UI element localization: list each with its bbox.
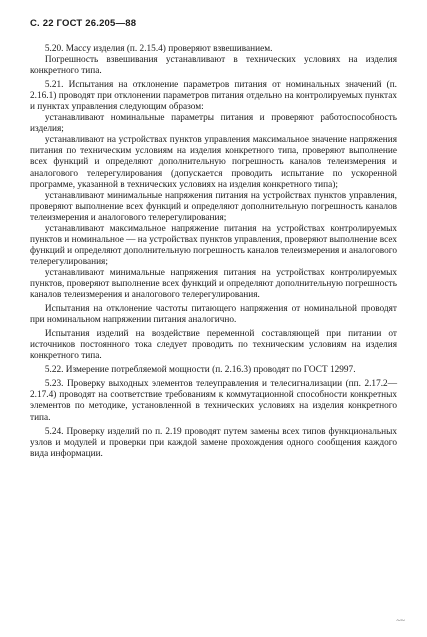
list-item: устанавливают на устройствах пунктов управления максимальное значение напряжения питания по техническим условиям на изделия конкретного типа, проверяют выполнение всех функций и определяют дополнительную погрешность каналов телеизмерения и аналогового телерегулирования (допускается проводить испытание по ускоренной программе, указанной в технических условиях на изделия конкретного типа); [30,135,397,190]
paragraph-5-23: 5.23. Проверку выходных элементов телеуправления и телесигнализации (пп. 2.17.2—2.17.4) проводят на соответствие требованиям к коммутационной способности конкретных элементов по методике, установленной в технических условиях на изделия конкретного типа. [30,379,397,423]
paragraph: Испытания на отклонение частоты питающего напряжения от номинальной проводят при номинальном напряжении питания аналогично. [30,304,397,326]
document-body [30,44,397,460]
list-item: устанавливают максимальное напряжение питания на устройствах контролируемых пунктов и номинальное — на устройствах пунктов управления, проверяют выполнение всех функций и определяют дополнительную погрешность каналов телеизмерения и аналогового телерегулирования; [30,223,397,267]
list-item: устанавливают минимальные напряжения питания на устройствах контролируемых пунктов, проверяют выполнение всех функций и определяют дополнительную погрешность каналов телеизмерения и аналогового телерегулирования. [30,267,397,301]
paragraph-5-24: 5.24. Проверку изделий по п. 2.19 проводят путем замены всех типов функциональных узлов и модулей и проверки при каждой замене прохождения одного сообщения каждого вида информации. [30,426,397,459]
paragraph-5-22: 5.22. Измерение потребляемой мощности (п. 2.16.3) проводят по ГОСТ 12997. [44,365,356,376]
page-header: С. 22 ГОСТ 26.205—88 [30,18,137,29]
paragraph: Погрешность взвешивания устанавливают в технических условиях на изделия конкретного типа. [30,55,397,77]
paragraph-5-21: 5.21. Испытания на отклонение параметров питания от номинальных значений (п. 2.16.1) проводят при отклонении параметров питания отдельно на контролируемых пунктах и пунктах управления следующим образом: [30,80,397,113]
paragraph: Испытания изделий на воздействие переменной составляющей при питании от источников постоянного тока следует проводить по техническим условиям на изделия конкретного типа. [30,329,397,362]
paragraph-5-20: 5.20. Массу изделия (п. 2.15.4) проверяют взвешиванием. [44,44,273,54]
scan-mark-icon: ~~ [396,616,405,625]
list-item: устанавливают минимальные напряжения питания на устройствах пунктов управления, проверяют выполнение всех функций и определяют дополнительную погрешность каналов телеизмерения и аналогового телерегулирования; [30,190,397,223]
list-item: устанавливают номинальные параметры питания и проверяют работоспособность изделия; [30,113,397,135]
